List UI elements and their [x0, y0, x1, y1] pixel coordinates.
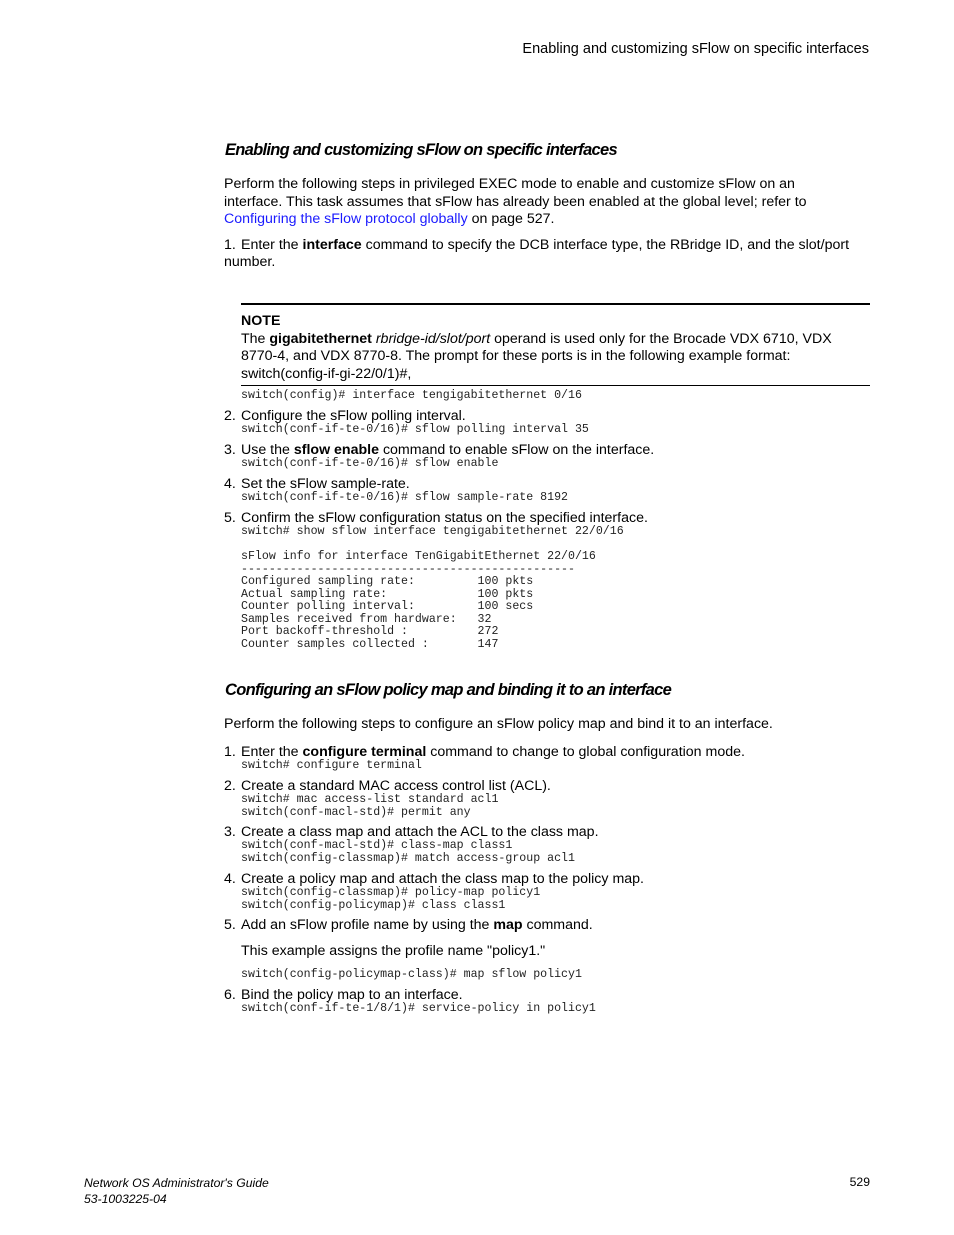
command-name: configure terminal [302, 744, 427, 760]
note-text: The [241, 330, 270, 347]
step-example-note: This example assigns the profile name "policy1." [241, 943, 546, 959]
code-example: switch# configure terminal [241, 759, 422, 772]
step-text: command to change to global configuration mode. [426, 744, 745, 760]
code-example: switch(conf-if-te-0/16)# sflow sample-rate 8192 [241, 491, 568, 504]
code-example: switch(conf-if-te-1/8/1)# service-policy in policy1 [241, 1002, 596, 1015]
list-item [224, 237, 854, 271]
step-number: 1. [224, 744, 236, 760]
command-name: map [493, 917, 523, 933]
step-number: 3. [224, 442, 236, 458]
step-number: 5. [224, 917, 236, 933]
step-text: Bind the policy map to an interface. [241, 987, 463, 1003]
code-example: switch# mac access-list standard acl1 switch(conf-macl-std)# permit any [241, 793, 499, 819]
configuring-sflow-globally-link[interactable]: Configuring the sFlow protocol globally [224, 211, 468, 228]
step-text: Create a standard MAC access control list (ACL). [241, 778, 551, 794]
footer [84, 1175, 269, 1207]
section1-intro [224, 176, 854, 229]
step-number: 4. [224, 871, 236, 887]
code-example: switch(config-policymap-class)# map sflow policy1 [241, 968, 582, 981]
step-number: 5. [224, 510, 236, 526]
intro-page-ref: on page 527. [467, 211, 555, 228]
step-text: Enter the [241, 237, 303, 253]
step-text: Set the sFlow sample-rate. [241, 476, 410, 492]
note-text: operand is used only for the Brocade VDX 6710, VDX 8770-4, and VDX 8770-8. The prompt for these ports is in the following example format: switch(config-if-gi-22/0/1)#, [241, 330, 832, 382]
step-text: Enter the [241, 744, 303, 760]
note-box [241, 303, 870, 386]
running-header: Enabling and customizing sFlow on specific interfaces [522, 41, 869, 57]
command-name: interface [302, 237, 362, 253]
code-example: switch(conf-macl-std)# class-map class1 switch(config-classmap)# match access-group acl1 [241, 839, 575, 865]
step-number: 4. [224, 476, 236, 492]
step-number: 3. [224, 824, 236, 840]
list-item [224, 917, 854, 934]
note-operand: rbridge-id/slot/port [375, 330, 491, 347]
command-name: sflow enable [293, 442, 379, 458]
step-number: 2. [224, 778, 236, 794]
step-text: Use the [241, 442, 294, 458]
note-keyword: gigabitethernet [269, 330, 372, 347]
note-body [241, 331, 870, 384]
step-text: Configure the sFlow polling interval. [241, 408, 466, 424]
step-number: 6. [224, 987, 236, 1003]
step-text: command. [522, 917, 593, 933]
code-example-show-sflow: switch# show sflow interface tengigabitethernet 22/0/16 sFlow info for interface TenGigabitEthernet 22/0/16 ------------------------------------------------ Configured sampling rate: 100 pkts Actual sampling rate: 100 pkts Counter polling interval: 100 secs Samples received from hardware: 32 Port backoff-threshold : 272 Counter samples collected : 147 [241, 525, 624, 651]
step-text: Create a class map and attach the ACL to the class map. [241, 824, 599, 840]
code-example: switch(conf-if-te-0/16)# sflow enable [241, 457, 499, 470]
step-text: Confirm the sFlow configuration status on the specified interface. [241, 510, 648, 526]
step-text: command to specify the DCB interface type, the RBridge ID, and the slot/port number. [224, 237, 850, 271]
page-number: 529 [849, 1175, 870, 1189]
step-text: Add an sFlow profile name by using the [241, 917, 494, 933]
section2-intro: Perform the following steps to configure an sFlow policy map and bind it to an interface. [224, 716, 773, 732]
section-heading-enable-sflow: Enabling and customizing sFlow on specific interfaces [225, 141, 617, 159]
intro-text: Perform the following steps in privileged EXEC mode to enable and customize sFlow on an interface. This task assumes that sFlow has already been enabled at the global level; refer to [224, 176, 807, 210]
note-title: NOTE [241, 313, 281, 329]
step-text: Create a policy map and attach the class map to the policy map. [241, 871, 644, 887]
step-number: 1. [224, 237, 236, 253]
doc-number: 53-1003225-04 [84, 1192, 167, 1206]
section-heading-policy-map: Configuring an sFlow policy map and binding it to an interface [225, 681, 672, 699]
guide-title: Network OS Administrator's Guide [84, 1176, 269, 1190]
code-example: switch(config-classmap)# policy-map policy1 switch(config-policymap)# class class1 [241, 886, 541, 912]
step-text: command to enable sFlow on the interface. [379, 442, 655, 458]
step-number: 2. [224, 408, 236, 424]
code-example: switch(conf-if-te-0/16)# sflow polling interval 35 [241, 423, 589, 436]
code-example: switch(config)# interface tengigabitethernet 0/16 [241, 389, 582, 402]
